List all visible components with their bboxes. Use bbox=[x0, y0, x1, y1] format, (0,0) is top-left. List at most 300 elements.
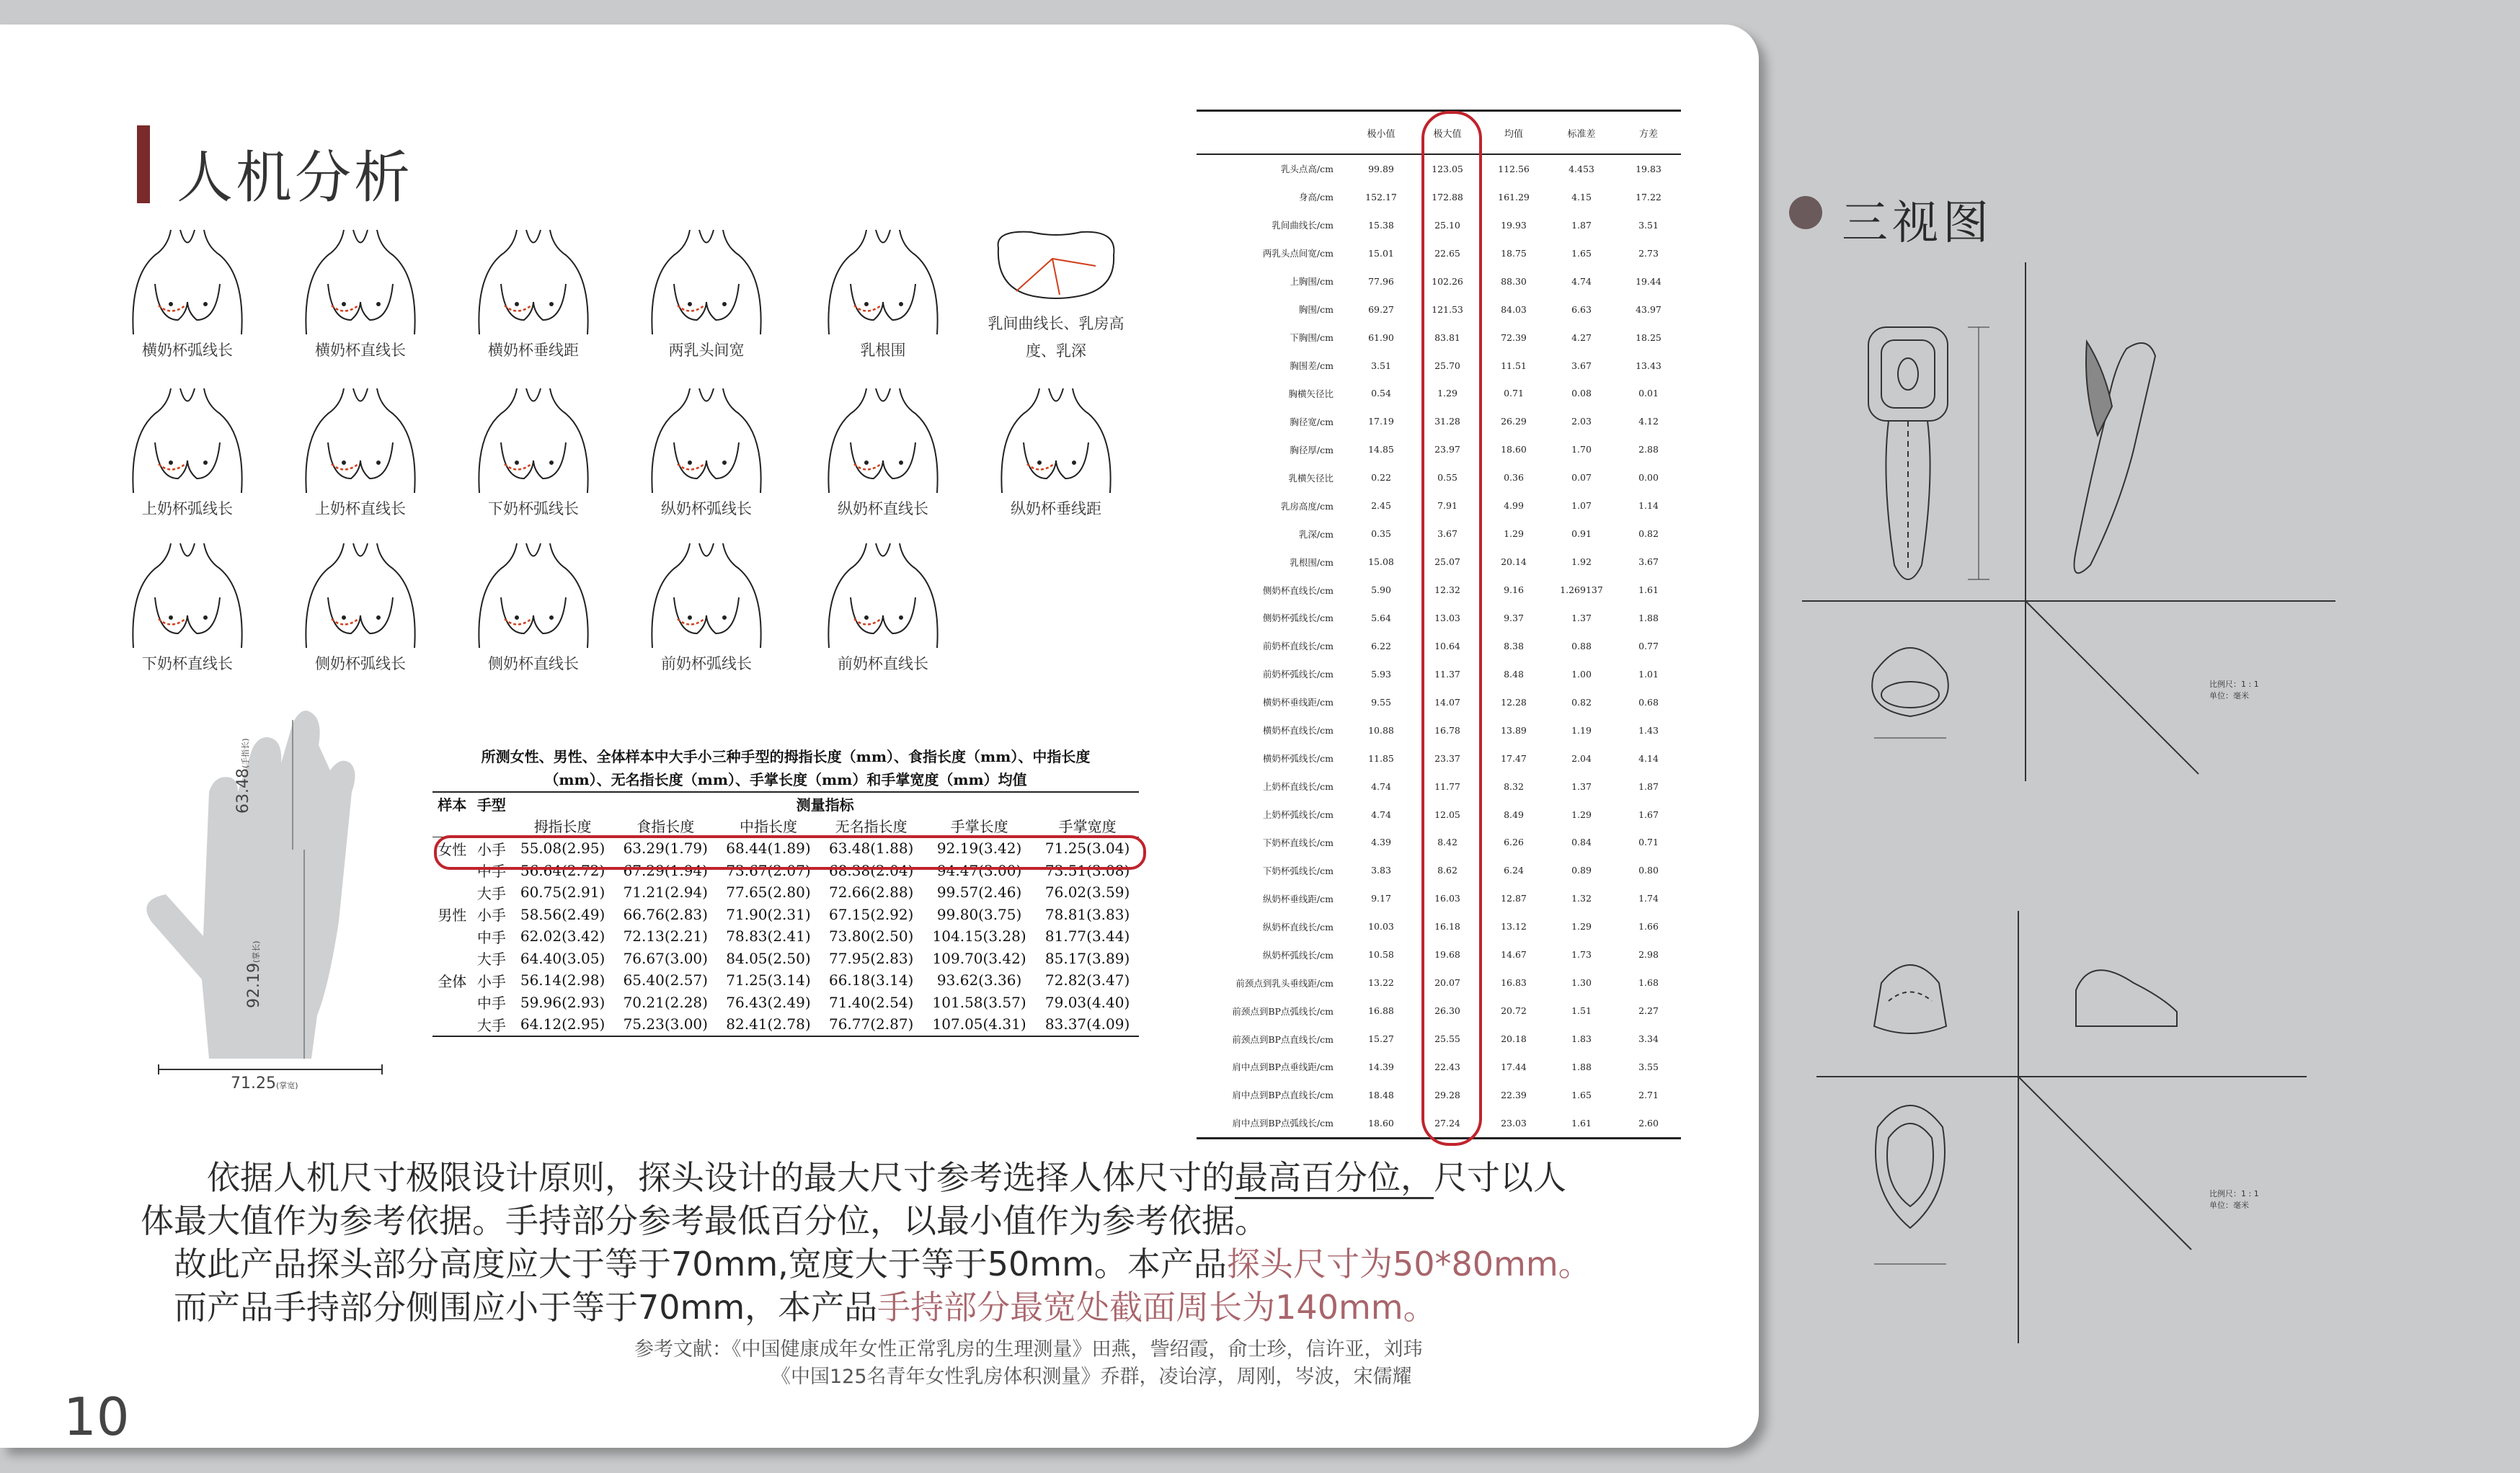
table-cell: 4.27 bbox=[1571, 331, 1592, 343]
table-cell bbox=[432, 881, 472, 904]
body-line-3a: 故此产品探头部分高度应大于等于70mm,宽度大于等于50mm。本产品 bbox=[141, 1245, 1227, 1283]
table-cell: 2.45 bbox=[1371, 500, 1391, 512]
figure-label: 横奶杯弧线长 bbox=[142, 342, 233, 359]
table-cell: 29.28 bbox=[1434, 1089, 1460, 1100]
torso-figure-icon bbox=[797, 540, 970, 648]
table-cell: 0.55 bbox=[1437, 472, 1458, 484]
three-view-drawings bbox=[1802, 262, 2350, 1361]
table-cell: 88.30 bbox=[1501, 275, 1527, 287]
torso-figure-icon bbox=[447, 540, 620, 648]
table-cell: 3.83 bbox=[1371, 865, 1391, 876]
table-cell: 76.02(3.59) bbox=[1044, 884, 1130, 902]
table-cell: 26.30 bbox=[1434, 1005, 1460, 1017]
table-cell: 4.14 bbox=[1638, 752, 1659, 764]
reference-line-1: 参考文献：《中国健康成年女性正常乳房的生理测量》田燕，訾绍霞，俞士珍，信许亚，刘玮 bbox=[634, 1338, 1423, 1361]
table-cell: 0.36 bbox=[1504, 472, 1524, 484]
palm-width-label bbox=[231, 1074, 298, 1092]
figure-label: 乳根围 bbox=[860, 342, 906, 359]
table-cell: 13.22 bbox=[1368, 977, 1394, 989]
table-cell: 1.37 bbox=[1571, 780, 1592, 792]
table-cell: 15.38 bbox=[1368, 219, 1394, 231]
table-cell: 1.65 bbox=[1571, 1089, 1592, 1100]
table-cell: 16.78 bbox=[1434, 724, 1460, 736]
table-cell: 0.82 bbox=[1638, 528, 1659, 540]
table-cell: 99.80(3.75) bbox=[936, 905, 1022, 923]
row-label: 横奶杯直线长/cm bbox=[1262, 725, 1334, 736]
table-cell: 19.44 bbox=[1636, 275, 1661, 287]
table-cell: 78.81(3.83) bbox=[1044, 905, 1130, 923]
column-header: 手掌长度 bbox=[923, 815, 1036, 837]
table-cell: 66.18(3.14) bbox=[828, 971, 914, 989]
section-bullet bbox=[1789, 196, 1822, 229]
table-cell: 4.74 bbox=[1371, 780, 1391, 792]
table-cell: 4.453 bbox=[1569, 163, 1594, 174]
row-label: 上奶杯弧线长/cm bbox=[1262, 809, 1334, 821]
row-label: 乳横矢径比 bbox=[1288, 472, 1334, 484]
table-cell: 19.83 bbox=[1636, 163, 1661, 174]
table-cell: 73.51(3.08) bbox=[1044, 861, 1130, 879]
table-cell: 61.90 bbox=[1368, 331, 1394, 343]
scale-note-1 bbox=[2209, 679, 2259, 702]
table-cell: 31.28 bbox=[1434, 416, 1460, 427]
table-cell: 82.41(2.78) bbox=[717, 1013, 820, 1036]
table-cell: 0.71 bbox=[1504, 388, 1524, 399]
table-cell: 64.40(3.05) bbox=[520, 949, 605, 967]
table-cell: 2.98 bbox=[1638, 949, 1659, 961]
table-cell: 83.37(4.09) bbox=[1036, 1013, 1139, 1036]
hand-length-label bbox=[245, 940, 263, 1008]
table-cell: 1.29 bbox=[1571, 921, 1592, 933]
torso-figure-icon bbox=[620, 385, 793, 493]
table-cell: 1.51 bbox=[1571, 1005, 1592, 1017]
table-cell: 4.15 bbox=[1571, 191, 1592, 203]
table-cell: 9.16 bbox=[1504, 584, 1524, 596]
table-cell: 中手 bbox=[476, 994, 506, 1013]
table-cell: 63.48(1.88) bbox=[828, 840, 914, 858]
figure-label: 侧奶杯直线长 bbox=[488, 655, 579, 672]
table-cell: 0.07 bbox=[1571, 472, 1592, 484]
table-cell: 1.29 bbox=[1437, 388, 1458, 399]
table-cell: 10.64 bbox=[1434, 640, 1460, 651]
table-cell: 60.75(2.91) bbox=[520, 884, 605, 902]
row-label: 横奶杯弧线长/cm bbox=[1262, 753, 1334, 765]
row-label: 肩中点到BP点垂线距/cm bbox=[1232, 1062, 1334, 1073]
torso-figure-icon bbox=[797, 226, 970, 334]
table-cell bbox=[432, 1013, 472, 1036]
table-subheader-row bbox=[432, 815, 1139, 837]
measurement-figure bbox=[274, 226, 447, 360]
table-cell: 14.85 bbox=[1368, 444, 1394, 455]
table-cell: 8.62 bbox=[1437, 865, 1458, 876]
table-cell: 23.37 bbox=[1434, 752, 1460, 764]
row-label: 侧奶杯直线长/cm bbox=[1262, 584, 1334, 596]
table-cell: 77.65(2.80) bbox=[726, 884, 811, 902]
row-label: 上胸围/cm bbox=[1290, 276, 1334, 288]
table-cell: 64.12(2.95) bbox=[511, 1013, 614, 1036]
table-cell: 18.48 bbox=[1368, 1089, 1394, 1100]
table-cell: 72.66(2.88) bbox=[828, 884, 914, 902]
table-cell: 12.28 bbox=[1501, 696, 1527, 708]
table-cell: 3.67 bbox=[1638, 556, 1659, 568]
finger-length-note: (手指长) bbox=[241, 738, 250, 769]
column-header: 食指长度 bbox=[614, 815, 717, 837]
table-cell: 23.03 bbox=[1481, 1109, 1547, 1138]
empty-cell bbox=[432, 815, 472, 837]
table-cell: 5.90 bbox=[1371, 584, 1391, 596]
table-cell: 79.03(4.40) bbox=[1044, 993, 1130, 1011]
table-cell: 2.71 bbox=[1638, 1089, 1659, 1100]
hand-data-table bbox=[432, 791, 1139, 1037]
table-cell: 22.43 bbox=[1434, 1061, 1460, 1072]
table-cell: 72.13(2.21) bbox=[623, 927, 708, 945]
scale-text-1: 比例尺：1 : 1 bbox=[2209, 680, 2259, 689]
table-cell: 中手 bbox=[476, 928, 506, 946]
unit-text-2: 单位：毫米 bbox=[2209, 1201, 2249, 1210]
table-cell: 73.80(2.50) bbox=[828, 927, 914, 945]
measurement-figure bbox=[274, 385, 447, 519]
row-label: 乳头点高/cm bbox=[1280, 164, 1334, 175]
palm-width-note: (掌宽) bbox=[275, 1081, 298, 1090]
table-cell: 0.00 bbox=[1638, 472, 1659, 484]
reference-line-2: 《中国125名青年女性乳房体积测量》乔群，凌诒淳，周刚，岑波，宋儒耀 bbox=[771, 1366, 1412, 1388]
table-cell: 94.47(3.00) bbox=[936, 861, 1022, 879]
table-cell: 161.29 bbox=[1498, 191, 1530, 203]
table-cell: 7.91 bbox=[1437, 500, 1458, 512]
table-row bbox=[432, 969, 1139, 992]
table-cell: 17.19 bbox=[1368, 416, 1394, 427]
table-cell: 121.53 bbox=[1432, 303, 1463, 315]
scale-note-2 bbox=[2209, 1188, 2259, 1211]
row-label: 纵奶杯直线长/cm bbox=[1262, 921, 1334, 933]
table-cell: 5.93 bbox=[1371, 668, 1391, 680]
document-page bbox=[0, 25, 2259, 1448]
table-cell: 11.51 bbox=[1501, 360, 1527, 371]
column-header: 均值 bbox=[1481, 111, 1547, 155]
measurement-figure bbox=[620, 226, 793, 360]
table-cell: 6.24 bbox=[1504, 865, 1524, 876]
row-label: 前颈点到乳头垂线距/cm bbox=[1235, 977, 1334, 989]
table-cell: 1.61 bbox=[1638, 584, 1659, 596]
table-cell: 58.56(2.49) bbox=[520, 905, 605, 923]
row-label: 纵奶杯弧线长/cm bbox=[1262, 949, 1334, 961]
table-cell: 67.29(1.94) bbox=[623, 861, 708, 879]
table-row bbox=[432, 992, 1139, 1014]
table-cell: 70.21(2.28) bbox=[623, 993, 708, 1011]
table-cell: 16.83 bbox=[1501, 977, 1527, 989]
table-cell: 小手 bbox=[476, 972, 506, 990]
table-cell: 104.15(3.28) bbox=[932, 927, 1026, 945]
figure-label: 前奶杯直线长 bbox=[838, 655, 928, 672]
page-number: 10 bbox=[63, 1387, 130, 1447]
table-cell: 99.57(2.46) bbox=[936, 884, 1022, 902]
table-cell: 8.32 bbox=[1504, 780, 1524, 792]
table-cell: 0.35 bbox=[1371, 528, 1391, 540]
table-cell: 99.89 bbox=[1368, 163, 1394, 174]
table-cell: 2.88 bbox=[1638, 444, 1659, 455]
measurement-figure bbox=[101, 226, 274, 360]
table-cell: 17.22 bbox=[1636, 191, 1661, 203]
torso-figure-icon bbox=[970, 385, 1143, 493]
table-cell: 6.63 bbox=[1571, 303, 1592, 315]
table-cell: 0.08 bbox=[1571, 388, 1592, 399]
table-cell: 22.39 bbox=[1501, 1089, 1527, 1100]
table-cell: 23.97 bbox=[1434, 444, 1460, 455]
table-cell: 20.72 bbox=[1501, 1005, 1527, 1017]
torso-figure-icon bbox=[797, 385, 970, 493]
table-cell: 0.68 bbox=[1638, 696, 1659, 708]
table-cell: 1.92 bbox=[1571, 556, 1592, 568]
hand-measurement-table bbox=[432, 745, 1139, 1037]
table-cell bbox=[432, 925, 472, 948]
table-cell: 女性 bbox=[438, 840, 467, 858]
table-cell: 4.99 bbox=[1504, 500, 1524, 512]
table-cell: 25.07 bbox=[1434, 556, 1460, 568]
table-cell: 43.97 bbox=[1636, 303, 1661, 315]
table-cell bbox=[432, 948, 472, 970]
table-cell: 67.15(2.92) bbox=[828, 905, 914, 923]
row-label: 肩中点到BP点直线长/cm bbox=[1232, 1090, 1334, 1101]
caption-line-2: （mm）、无名指长度（mm）、手掌长度（mm）和手掌宽度（mm）均值 bbox=[544, 771, 1027, 788]
torso-figure-icon bbox=[101, 226, 274, 334]
table-cell: 0.89 bbox=[1571, 865, 1592, 876]
torso-figure-icon bbox=[101, 540, 274, 648]
table-cell: 112.56 bbox=[1498, 163, 1530, 174]
table-cell: 18.60 bbox=[1501, 444, 1527, 455]
torso-figure-icon bbox=[620, 540, 793, 648]
table-cell: 0.54 bbox=[1371, 388, 1391, 399]
table-cell: 56.64(2.72) bbox=[520, 861, 605, 879]
table-cell: 1.43 bbox=[1638, 724, 1659, 736]
table-cell: 13.89 bbox=[1501, 724, 1527, 736]
row-label: 侧奶杯弧线长/cm bbox=[1262, 613, 1334, 624]
table-cell: 1.68 bbox=[1638, 977, 1659, 989]
table-cell: 84.05(2.50) bbox=[726, 949, 811, 967]
table-cell: 16.88 bbox=[1368, 1005, 1394, 1017]
table-cell: 101.58(3.57) bbox=[932, 993, 1026, 1011]
highlight-oval-max-column bbox=[1421, 111, 1482, 1146]
table-cell: 3.51 bbox=[1638, 219, 1659, 231]
table-cell: 15.08 bbox=[1368, 556, 1394, 568]
row-label: 前颈点到BP点弧线长/cm bbox=[1232, 1005, 1334, 1017]
body-line-4 bbox=[141, 1286, 1712, 1329]
row-label: 乳房高度/cm bbox=[1280, 500, 1334, 512]
table-cell: 83.81 bbox=[1434, 331, 1460, 343]
table-cell: 77.95(2.83) bbox=[828, 949, 914, 967]
figure-label: 横奶杯垂线距 bbox=[488, 342, 579, 359]
table-cell: 0.80 bbox=[1638, 865, 1659, 876]
table-row bbox=[432, 925, 1139, 948]
table-cell: 全体 bbox=[438, 972, 467, 990]
table-cell: 12.87 bbox=[1501, 893, 1527, 904]
table-cell: 19.93 bbox=[1501, 219, 1527, 231]
table-cell: 14.67 bbox=[1501, 949, 1527, 961]
table-cell: 1.61 bbox=[1547, 1109, 1616, 1138]
row-label: 乳深/cm bbox=[1298, 528, 1334, 540]
table-cell: 18.25 bbox=[1636, 331, 1661, 343]
row-label: 乳根围/cm bbox=[1290, 556, 1334, 568]
table-cell: 1.70 bbox=[1571, 444, 1592, 455]
table-cell: 102.26 bbox=[1432, 275, 1463, 287]
row-label: 前奶杯直线长/cm bbox=[1262, 641, 1334, 652]
table-cell: 1.30 bbox=[1571, 977, 1592, 989]
table-cell: 8.38 bbox=[1504, 640, 1524, 651]
body-line-1c: 尺寸以人 bbox=[1434, 1158, 1566, 1197]
table-cell: 65.40(2.57) bbox=[623, 971, 708, 989]
column-header: 中指长度 bbox=[717, 815, 820, 837]
figure-label: 纵奶杯弧线长 bbox=[661, 500, 752, 517]
hand-length-value: 92.19 bbox=[245, 963, 263, 1008]
table-cell bbox=[432, 992, 472, 1014]
table-cell: 9.17 bbox=[1371, 893, 1391, 904]
table-cell: 1.32 bbox=[1571, 893, 1592, 904]
table-cell: 1.19 bbox=[1571, 724, 1592, 736]
breast-section-icon bbox=[970, 226, 1143, 306]
table-cell: 13.43 bbox=[1636, 360, 1661, 371]
torso-figure-icon bbox=[274, 540, 447, 648]
table-cell: 72.39 bbox=[1501, 331, 1527, 343]
row-label: 纵奶杯垂线距/cm bbox=[1262, 893, 1334, 904]
table-cell: 1.87 bbox=[1638, 780, 1659, 792]
body-line-3 bbox=[141, 1242, 1712, 1286]
table-cell: 19.68 bbox=[1434, 949, 1460, 961]
measurement-figure bbox=[970, 226, 1143, 365]
table-cell: 2.04 bbox=[1571, 752, 1592, 764]
row-label: 两乳头点间宽/cm bbox=[1262, 248, 1334, 259]
table-cell: 1.29 bbox=[1504, 528, 1524, 540]
table-cell: 77.96 bbox=[1368, 275, 1394, 287]
measurement-figure bbox=[447, 226, 620, 360]
figure-label: 乳间曲线长、乳房高度、乳深 bbox=[988, 315, 1124, 360]
header-sample: 样本 bbox=[432, 792, 472, 815]
table-cell: 大手 bbox=[472, 1013, 512, 1036]
table-cell: 14.07 bbox=[1434, 696, 1460, 708]
three-view-title: 三视图 bbox=[1842, 197, 1993, 250]
figure-label: 纵奶杯直线长 bbox=[838, 500, 928, 517]
table-cell: 81.77(3.44) bbox=[1044, 927, 1130, 945]
table-cell: 22.65 bbox=[1434, 247, 1460, 259]
body-line-1 bbox=[141, 1156, 1712, 1199]
table-cell: 0.22 bbox=[1371, 472, 1391, 484]
table-cell: 11.77 bbox=[1434, 780, 1460, 792]
measurement-figure bbox=[970, 385, 1143, 519]
table-cell: 93.62(3.36) bbox=[936, 971, 1022, 989]
table-cell: 25.10 bbox=[1434, 219, 1460, 231]
measurement-figure bbox=[447, 540, 620, 674]
table-cell: 1.67 bbox=[1638, 809, 1659, 820]
table-cell: 20.07 bbox=[1434, 977, 1460, 989]
table-cell: 66.76(2.83) bbox=[623, 905, 708, 923]
table-cell: 3.67 bbox=[1571, 360, 1592, 371]
figure-label: 下奶杯直线长 bbox=[142, 655, 233, 672]
table-cell: 14.39 bbox=[1368, 1061, 1394, 1072]
table-row bbox=[432, 881, 1139, 904]
row-label: 前颈点到BP点直线长/cm bbox=[1232, 1033, 1334, 1045]
header-hand-type: 手型 bbox=[472, 792, 512, 815]
column-header: 标准差 bbox=[1547, 111, 1616, 155]
table-cell: 9.37 bbox=[1504, 612, 1524, 623]
finger-length-label bbox=[234, 738, 252, 814]
table-cell: 小手 bbox=[476, 840, 506, 858]
hand-table-caption bbox=[432, 745, 1139, 791]
table-cell: 1.00 bbox=[1571, 668, 1592, 680]
row-label: 乳间曲线长/cm bbox=[1272, 220, 1334, 231]
table-cell: 109.70(3.42) bbox=[932, 949, 1026, 967]
table-cell: 中手 bbox=[476, 863, 506, 881]
column-header: 极大值 bbox=[1414, 111, 1481, 155]
column-header: 无名指长度 bbox=[820, 815, 923, 837]
table-cell: 1.74 bbox=[1638, 893, 1659, 904]
table-cell: 71.25(3.14) bbox=[726, 971, 811, 989]
figure-label: 下奶杯弧线长 bbox=[488, 500, 579, 517]
table-cell: 68.44(1.89) bbox=[726, 840, 811, 858]
table-cell: 2.27 bbox=[1638, 1005, 1659, 1017]
table-cell: 76.67(3.00) bbox=[623, 949, 708, 967]
measurement-figure bbox=[274, 540, 447, 674]
row-label: 下奶杯直线长/cm bbox=[1262, 837, 1334, 848]
table-cell: 2.60 bbox=[1616, 1109, 1681, 1138]
table-cell: 15.27 bbox=[1368, 1033, 1394, 1045]
table-cell: 1.83 bbox=[1571, 1033, 1592, 1045]
table-cell: 3.55 bbox=[1638, 1061, 1659, 1072]
table-cell: 4.74 bbox=[1571, 275, 1592, 287]
table-cell: 92.19(3.42) bbox=[936, 840, 1022, 858]
table-cell: 16.18 bbox=[1434, 921, 1460, 933]
torso-figure-icon bbox=[447, 385, 620, 493]
hand-diagram bbox=[123, 706, 411, 1101]
table-cell: 10.58 bbox=[1368, 949, 1394, 961]
table-cell: 17.47 bbox=[1501, 752, 1527, 764]
table-cell: 20.18 bbox=[1501, 1033, 1527, 1045]
table-cell: 12.32 bbox=[1434, 584, 1460, 596]
hand-length-note: (掌长) bbox=[252, 940, 261, 964]
measurement-figure bbox=[447, 385, 620, 519]
column-header: 拇指长度 bbox=[511, 815, 614, 837]
scale-text-2: 比例尺：1 : 1 bbox=[2209, 1189, 2259, 1198]
table-cell: 6.22 bbox=[1371, 640, 1391, 651]
body-line-3b-highlight: 探头尺寸为50*80mm。 bbox=[1226, 1245, 1592, 1283]
table-cell: 1.07 bbox=[1571, 500, 1592, 512]
table-cell: 56.14(2.98) bbox=[520, 971, 605, 989]
table-cell: 0.77 bbox=[1638, 640, 1659, 651]
table-cell: 85.17(3.89) bbox=[1044, 949, 1130, 967]
table-cell: 3.34 bbox=[1638, 1033, 1659, 1045]
table-cell: 25.55 bbox=[1434, 1033, 1460, 1045]
torso-figure-icon bbox=[274, 226, 447, 334]
figure-label: 上奶杯直线长 bbox=[315, 500, 406, 517]
table-cell: 62.02(3.42) bbox=[520, 927, 605, 945]
unit-text-1: 单位：毫米 bbox=[2209, 691, 2249, 700]
table-cell: 123.05 bbox=[1432, 163, 1463, 174]
table-cell: 17.44 bbox=[1501, 1061, 1527, 1072]
table-cell: 71.40(2.54) bbox=[828, 993, 914, 1011]
table-cell: 69.27 bbox=[1368, 303, 1394, 315]
page-title: 人机分析 bbox=[177, 146, 414, 210]
figure-label: 上奶杯弧线长 bbox=[142, 500, 233, 517]
measurement-figure bbox=[797, 385, 970, 519]
table-cell: 84.03 bbox=[1501, 303, 1527, 315]
figure-label: 两乳头间宽 bbox=[668, 342, 745, 359]
figure-label: 纵奶杯垂线距 bbox=[1011, 500, 1101, 517]
table-cell: 1.14 bbox=[1638, 500, 1659, 512]
table-cell: 10.88 bbox=[1368, 724, 1394, 736]
row-label: 下胸围/cm bbox=[1290, 332, 1334, 344]
table-cell: 0.88 bbox=[1571, 640, 1592, 651]
torso-figure-icon bbox=[620, 226, 793, 334]
table-cell: 0.91 bbox=[1571, 528, 1592, 540]
table-row bbox=[432, 948, 1139, 970]
table-cell: 13.03 bbox=[1434, 612, 1460, 623]
table-cell: 小手 bbox=[476, 907, 506, 925]
